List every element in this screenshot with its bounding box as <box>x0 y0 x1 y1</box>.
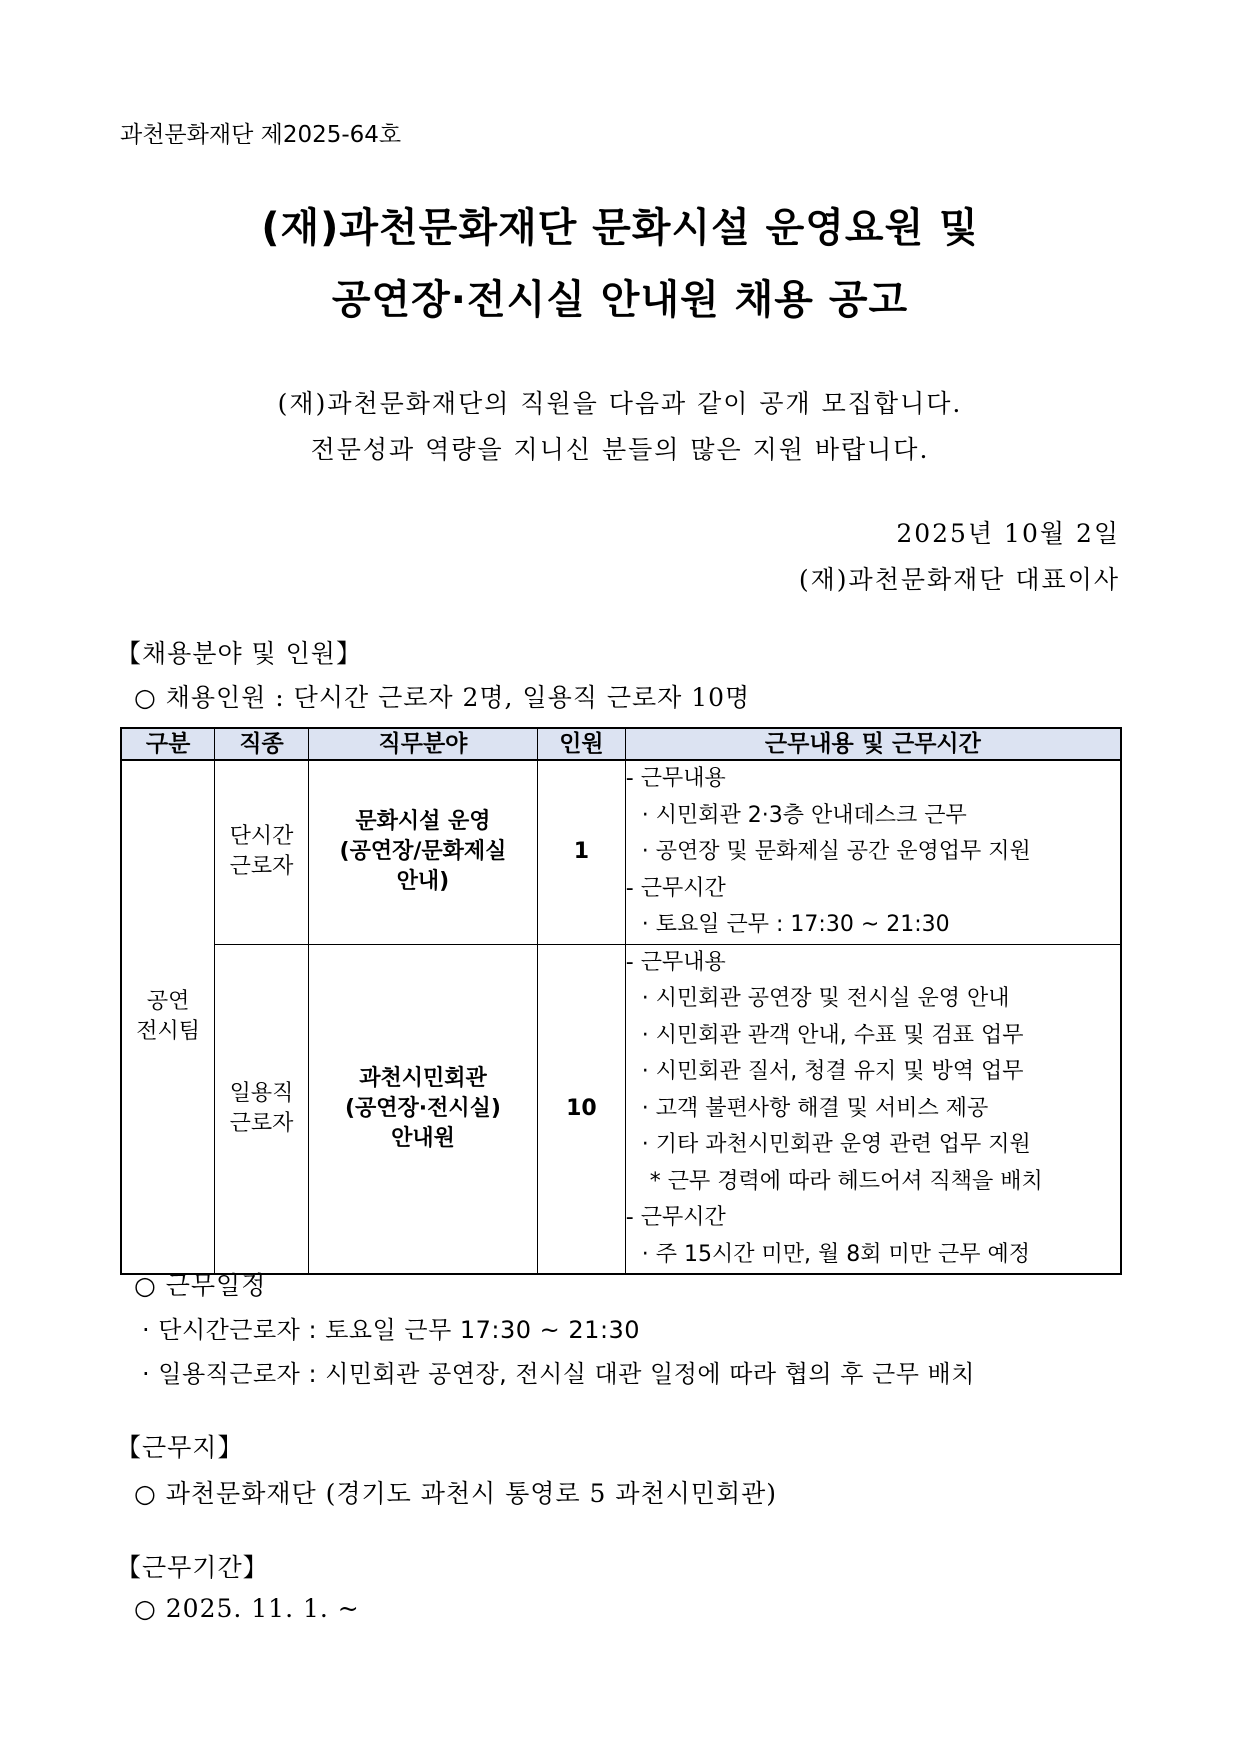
intro-line-1: (재)과천문화재단의 직원을 다음과 같이 공개 모집합니다. <box>277 389 963 418</box>
workplace-section-heading: 【근무지】 <box>116 1433 244 1462</box>
header-job-field: 직무분야 <box>308 728 537 760</box>
headcount-cell: 10 <box>538 944 626 1274</box>
intro-line-2: 전문성과 역량을 지니신 분들의 많은 지원 바랍니다. <box>310 435 930 464</box>
table-header-row <box>121 728 1121 760</box>
job-field-cell: 문화시설 운영 (공연장/문화제실 안내) <box>308 760 537 944</box>
desc-line: · 공연장 및 문화제실 공간 운영업무 지원 <box>641 839 1031 864</box>
desc-line: · 기타 과천시민회관 운영 관련 업무 지원 <box>641 1132 1031 1157</box>
recruit-summary: ○ 채용인원 : 단시간 근로자 2명, 일용직 근로자 10명 <box>134 683 751 712</box>
desc-line: · 고객 불편사항 해결 및 서비스 제공 <box>641 1095 989 1121</box>
job-type-cell: 일용직 근로자 <box>215 944 309 1274</box>
work-desc-cell <box>625 760 1121 944</box>
table-row <box>121 760 1121 944</box>
desc-line: - 근무시간 <box>625 875 726 901</box>
workplace-text: ○ 과천문화재단 (경기도 과천시 통영로 5 과천시민회관) <box>134 1479 778 1508</box>
recruit-section-heading: 【채용분야 및 인원】 <box>116 639 362 668</box>
header-work-desc: 근무내용 및 근무시간 <box>625 728 1121 760</box>
division-cell: 공연 전시팀 <box>121 760 215 1274</box>
job-type-cell: 단시간 근로자 <box>215 760 309 944</box>
document-number: 과천문화재단 제2025-64호 <box>120 122 402 148</box>
headcount-cell: 1 <box>538 760 626 944</box>
desc-line: · 주 15시간 미만, 월 8회 미만 근무 예정 <box>641 1241 1030 1267</box>
desc-line: * 근무 경력에 따라 헤드어셔 직책을 배치 <box>649 1168 1043 1194</box>
recruit-table <box>120 727 1122 1275</box>
desc-line: · 시민회관 관객 안내, 수표 및 검표 업무 <box>641 1022 1024 1048</box>
job-field-cell: 과천시민회관 (공연장·전시실) 안내원 <box>308 944 537 1274</box>
header-headcount: 인원 <box>538 728 626 760</box>
schedule-heading: ○ 근무일정 <box>134 1271 267 1300</box>
desc-line: · 토요일 근무 : 17:30 ~ 21:30 <box>641 912 950 937</box>
desc-line: · 시민회관 공연장 및 전시실 운영 안내 <box>641 986 1010 1011</box>
period-text: ○ 2025. 11. 1. ~ <box>134 1594 360 1623</box>
desc-line: - 근무내용 <box>625 949 726 975</box>
announcement-date: 2025년 10월 2일 <box>896 519 1120 548</box>
schedule-daily: · 일용직근로자 : 시민회관 공연장, 전시실 대관 일정에 따라 협의 후 근무 배치 <box>142 1360 975 1388</box>
schedule-parttime: · 단시간근로자 : 토요일 근무 17:30 ~ 21:30 <box>142 1316 641 1344</box>
desc-line: · 시민회관 2·3층 안내데스크 근무 <box>641 802 967 828</box>
table-row <box>121 944 1121 1274</box>
page-title-line-1: (재)과천문화재단 문화시설 운영요원 및 <box>261 205 979 251</box>
page-title-line-2: 공연장·전시실 안내원 채용 공고 <box>331 277 909 323</box>
desc-line: - 근무시간 <box>625 1205 726 1230</box>
header-division: 구분 <box>121 728 215 760</box>
work-desc-cell <box>625 944 1121 1274</box>
desc-line: · 시민회관 질서, 청결 유지 및 방역 업무 <box>641 1059 1024 1084</box>
desc-line: - 근무내용 <box>625 766 726 791</box>
period-section-heading: 【근무기간】 <box>116 1553 269 1582</box>
header-job-type: 직종 <box>215 728 309 760</box>
issuer: (재)과천문화재단 대표이사 <box>798 565 1120 594</box>
